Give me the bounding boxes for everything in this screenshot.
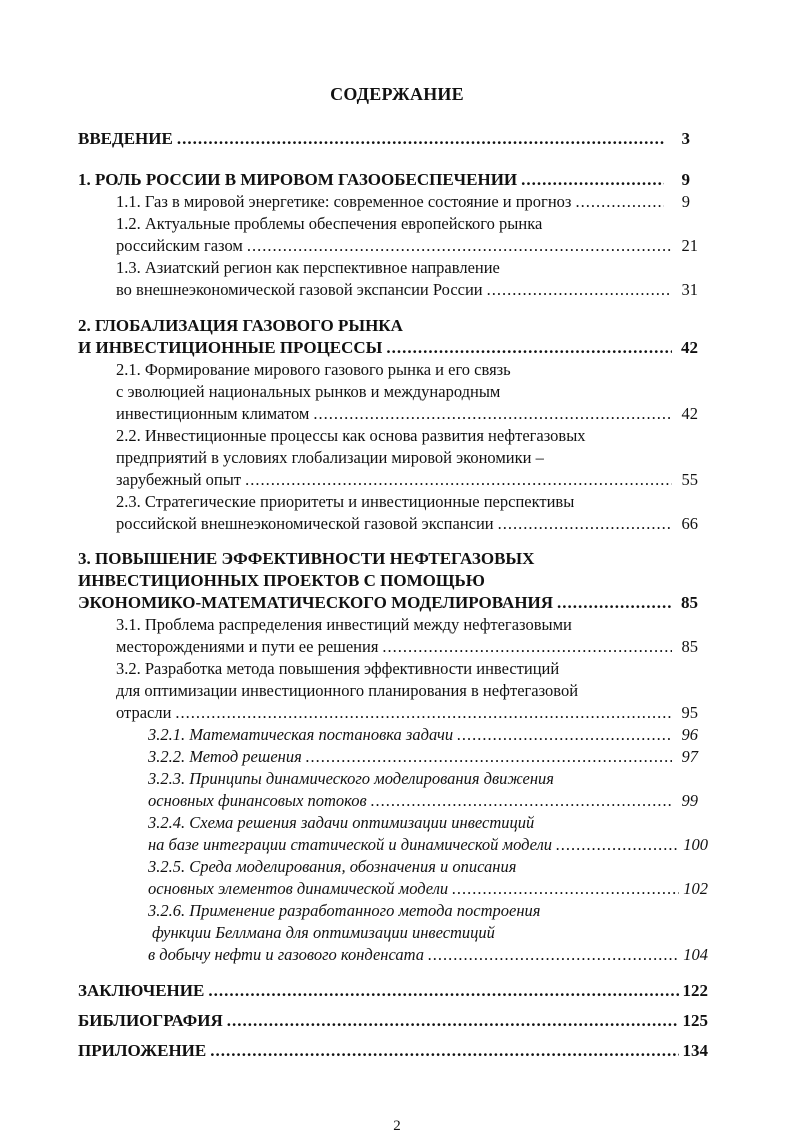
leader-dots bbox=[521, 169, 664, 191]
toc-entry-3-2-3 bbox=[148, 790, 698, 812]
toc-entry-page: 99 bbox=[681, 791, 698, 810]
toc-entry-3-2-2 bbox=[148, 746, 698, 768]
toc-entry-label: ПРИЛОЖЕНИЕ bbox=[78, 1041, 207, 1060]
toc-entry-1-3 bbox=[116, 279, 698, 301]
toc-entry-chapter-3 bbox=[78, 592, 698, 614]
toc-entry-label: ВВЕДЕНИЕ bbox=[78, 129, 173, 148]
toc-entry-label: отрасли bbox=[116, 703, 172, 722]
toc-entry-label: основных элементов динамической модели bbox=[148, 879, 449, 898]
toc-entry-2-2-line2: предприятий в условиях глобализации мировой экономики – bbox=[116, 448, 544, 467]
toc-entry-chapter-3-line1: 3. ПОВЫШЕНИЕ ЭФФЕКТИВНОСТИ НЕФТЕГАЗОВЫХ bbox=[78, 549, 535, 568]
toc-entry-1-3-line1: 1.3. Азиатский регион как перспективное направление bbox=[116, 258, 500, 277]
leader-dots bbox=[227, 1010, 679, 1032]
toc-entry-label: БИБЛИОГРАФИЯ bbox=[78, 1011, 223, 1030]
leader-dots bbox=[210, 1040, 678, 1062]
toc-entry-label: зарубежный опыт bbox=[116, 470, 242, 489]
toc-entry-2-1 bbox=[116, 403, 698, 425]
toc-entry-2-2-line1: 2.2. Инвестиционные процессы как основа развития нефтегазовых bbox=[116, 426, 586, 445]
toc-entry-page: 97 bbox=[681, 747, 698, 766]
toc-entry-page: 125 bbox=[682, 1011, 708, 1030]
leader-dots bbox=[245, 469, 672, 491]
leader-dots bbox=[457, 724, 672, 746]
toc-entry-label: в добычу нефти и газового конденсата bbox=[148, 945, 424, 964]
toc-entry-chapter-1 bbox=[78, 169, 690, 191]
leader-dots bbox=[306, 746, 672, 768]
toc-entry-label: на базе интеграции статической и динамической модели bbox=[148, 835, 553, 854]
toc-entry-1-2 bbox=[116, 235, 698, 257]
toc-entry-3-2-line1: 3.2. Разработка метода повышения эффективности инвестиций bbox=[116, 659, 560, 678]
leader-dots bbox=[175, 702, 672, 724]
toc-entry-3-2-5 bbox=[148, 878, 708, 900]
toc-entry-2-2 bbox=[116, 469, 698, 491]
toc-entry-page: 100 bbox=[683, 835, 708, 854]
leader-dots bbox=[313, 403, 672, 425]
toc-entry-3-1 bbox=[116, 636, 698, 658]
toc-entry-3-2 bbox=[116, 702, 698, 724]
leader-dots bbox=[575, 191, 664, 213]
leader-dots bbox=[487, 279, 672, 301]
leader-dots bbox=[452, 878, 679, 900]
toc-entry-page: 122 bbox=[682, 981, 708, 1000]
toc-entry-2-3-line1: 2.3. Стратегические приоритеты и инвестиционные перспективы bbox=[116, 492, 575, 511]
toc-entry-bibliography bbox=[78, 1010, 708, 1032]
leader-dots bbox=[208, 980, 678, 1002]
toc-entry-3-2-6-line2: функции Беллмана для оптимизации инвестиций bbox=[152, 923, 495, 942]
page-number: 2 bbox=[393, 1118, 401, 1134]
toc-entry-page: 85 bbox=[681, 637, 698, 656]
toc-entry-page: 9 bbox=[681, 170, 690, 189]
leader-dots bbox=[247, 235, 672, 257]
toc-entry-chapter-2-line1: 2. ГЛОБАЛИЗАЦИЯ ГАЗОВОГО РЫНКА bbox=[78, 316, 403, 335]
toc-entry-2-1-line1: 2.1. Формирование мирового газового рынка и его связь bbox=[116, 360, 511, 379]
toc-entry-2-3 bbox=[116, 513, 698, 535]
toc-entry-page: 66 bbox=[681, 514, 698, 533]
toc-entry-conclusion bbox=[78, 980, 708, 1002]
toc-entry-label: 3.2.1. Математическая постановка задачи bbox=[148, 725, 454, 744]
leader-dots bbox=[498, 513, 672, 535]
toc-entry-page: 134 bbox=[682, 1041, 708, 1060]
toc-entry-3-2-4 bbox=[148, 834, 708, 856]
toc-entry-page: 3 bbox=[681, 129, 690, 148]
toc-entry-label: 1.1. Газ в мировой энергетике: современное состояние и прогноз bbox=[116, 192, 572, 211]
toc-entry-page: 21 bbox=[681, 236, 698, 255]
toc-entry-label: 3.2.2. Метод решения bbox=[148, 747, 302, 766]
toc-entry-label: И ИНВЕСТИЦИОННЫЕ ПРОЦЕССЫ bbox=[78, 338, 383, 357]
toc-entry-3-2-5-line1: 3.2.5. Среда моделирования, обозначения и описания bbox=[148, 857, 517, 876]
toc-entry-label: во внешнеэкономической газовой экспансии России bbox=[116, 280, 483, 299]
toc-entry-1-1 bbox=[116, 191, 690, 213]
leader-dots bbox=[371, 790, 672, 812]
leader-dots bbox=[382, 636, 672, 658]
toc-entry-page: 31 bbox=[681, 280, 698, 299]
toc-entry-label: российским газом bbox=[116, 236, 243, 255]
toc-entry-1-2-line1: 1.2. Актуальные проблемы обеспечения европейского рынка bbox=[116, 214, 543, 233]
toc-entry-chapter-3-line2: ИНВЕСТИЦИОННЫХ ПРОЕКТОВ С ПОМОЩЬЮ bbox=[78, 571, 485, 590]
leader-dots bbox=[386, 337, 672, 359]
toc-entry-label: инвестиционным климатом bbox=[116, 404, 310, 423]
toc-entry-appendix bbox=[78, 1040, 708, 1062]
toc-entry-label: основных финансовых потоков bbox=[148, 791, 367, 810]
toc-entry-label: российской внешнеэкономической газовой экспансии bbox=[116, 514, 494, 533]
toc-entry-3-2-line2: для оптимизации инвестиционного планирования в нефтегазовой bbox=[116, 681, 579, 700]
toc-entry-3-2-4-line1: 3.2.4. Схема решения задачи оптимизации инвестиций bbox=[148, 813, 535, 832]
leader-dots bbox=[556, 834, 679, 856]
toc-entry-3-1-line1: 3.1. Проблема распределения инвестиций между нефтегазовыми bbox=[116, 615, 572, 634]
toc-entry-3-2-3-line1: 3.2.3. Принципы динамического моделирования движения bbox=[148, 769, 554, 788]
toc-entry-2-1-line2: с эволюцией национальных рынков и международным bbox=[116, 382, 501, 401]
toc-entry-3-2-1 bbox=[148, 724, 698, 746]
toc-entry-3-2-6-line1: 3.2.6. Применение разработанного метода построения bbox=[148, 901, 541, 920]
toc-entry-chapter-2 bbox=[78, 337, 698, 359]
toc-entry-page: 55 bbox=[681, 470, 698, 489]
toc-entry-page: 102 bbox=[683, 879, 708, 898]
page-title: СОДЕРЖАНИЕ bbox=[330, 84, 464, 104]
toc-entry-label: 1. РОЛЬ РОССИИ В МИРОВОМ ГАЗООБЕСПЕЧЕНИИ bbox=[78, 170, 518, 189]
leader-dots bbox=[428, 944, 679, 966]
toc-entry-introduction bbox=[78, 128, 690, 150]
toc-entry-page: 104 bbox=[683, 945, 708, 964]
toc-entry-page: 96 bbox=[681, 725, 698, 744]
toc-entry-page: 95 bbox=[681, 703, 698, 722]
toc-entry-label: месторождениями и пути ее решения bbox=[116, 637, 379, 656]
toc-entry-label: ЭКОНОМИКО-МАТЕМАТИЧЕСКОГО МОДЕЛИРОВАНИЯ bbox=[78, 593, 554, 612]
leader-dots bbox=[557, 592, 672, 614]
toc-entry-page: 42 bbox=[681, 338, 698, 357]
toc-entry-page: 42 bbox=[681, 404, 698, 423]
toc-entry-page: 85 bbox=[681, 593, 698, 612]
toc-entry-3-2-6 bbox=[148, 944, 708, 966]
toc-entry-page: 9 bbox=[681, 192, 690, 211]
toc-entry-label: ЗАКЛЮЧЕНИЕ bbox=[78, 981, 205, 1000]
leader-dots bbox=[177, 128, 664, 150]
